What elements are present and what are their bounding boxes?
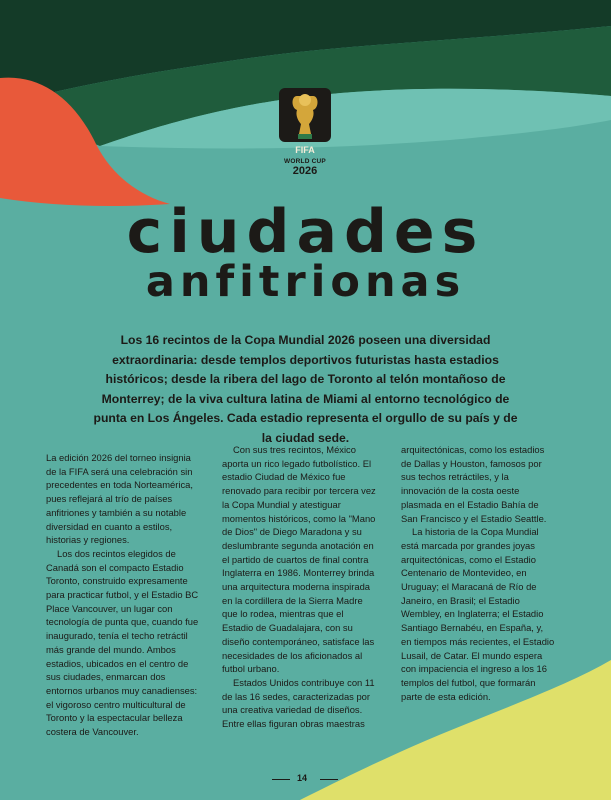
column-paragraph: arquitectónicas, como los estadios de Dallas y Houston, famosos por sus techos retráctiles, y la innovación de la costa oeste plasmada en el Estadio Bahía de San Francisco y el Estadio Seattle. — [401, 444, 547, 524]
column-paragraph: Con sus tres recintos, México aporta un rico legado futbolístico. El estadio Ciudad de México fue renovado para recibir por tercera vez la Copa Mundial y atestiguar momentos históricos, como la "Mano de Dios" de Diego Maradona y su deslumbrante segunda anotación en el partido de cuartos de final contra Inglaterra en 1986. Monterrey brinda una arquitectura moderna inspirada en la cordillera de la Sierra Madre que lo rodea, mientras que el Estadio de Guadalajara, con su diseño contemporáneo, satisface las necesidades de los aficionados al futbol urbano. — [222, 444, 376, 675]
logo-fifa-text: FIFA — [295, 145, 315, 155]
page-title-line-1: ciudades — [126, 197, 485, 267]
intro-paragraph: Los 16 recintos de la Copa Mundial 2026 poseen una diversidad extraordinaria: desde templos deportivos futuristas hasta estadios históricos; desde la ribera del lago de Toronto al telón montañoso de Monterrey; de la viva cultura latina de Miami al entorno tecnológico de punta en Los Ángeles. Cada estadio representa el orgullo de su país y de la ciudad sede. — [93, 333, 518, 445]
column-paragraph: La historia de la Copa Mundial está marcada por grandes joyas arquitectónicas, como el Estadio Centenario de Montevideo, en Uruguay; el Maracaná de Río de Janeiro, en Brasil; el Estadio Wembley, en Inglaterra; el Estadio Santiago Bernabéu, en España, y, en tiempos más recientes, el Estadio Lusail, de Catar. El mundo espera con impaciencia el ingreso a los 16 templos del futbol, que formarán parte de esta edición. — [401, 526, 555, 702]
page-title-line-2: anfitrionas — [145, 257, 466, 307]
trophy-2026-emblem — [275, 86, 335, 144]
column-paragraph: Estados Unidos contribuye con 11 de las 16 sedes, caracterizadas por una creativa variedad de diseños. Entre ellas figuran obras maestras — [222, 676, 375, 730]
page-number: 14 — [297, 773, 308, 783]
page-footer — [268, 773, 344, 785]
logo-year-text: 2026 — [292, 165, 318, 177]
world-cup-logo — [270, 86, 340, 178]
column-paragraph: La edición 2026 del torneo insignia de la FIFA será una celebración sin precedentes en toda Norteamérica, pues reflejará al trío de países anfitriones y también a su notable diversidad en cuanto a estilos, historias y regiones. — [46, 452, 193, 546]
article-column-3 — [401, 443, 556, 703]
column-paragraph: Los dos recintos elegidos de Canadá son el compacto Estadio Toronto, construido expresamente para practicar futbol, y el Estadio BC Place Vancouver, un lugar con tecnología de punta que, cuando fue inaugurado, tenía el techo retráctil más grande del mundo. Ambos estadios, ubicados en el centro de sus ciudades, enmarcan dos entornos urbanos muy canadienses: el vigoroso centro multicultural de Toronto y la espectacular belleza costera de Vancouver. — [46, 547, 199, 738]
logo-tournament-text: WORLD CUP — [284, 158, 326, 165]
footer-dash-right — [320, 779, 338, 780]
article-column-1 — [46, 451, 201, 739]
footer-dash-left — [272, 779, 290, 780]
article-column-2 — [222, 443, 377, 731]
